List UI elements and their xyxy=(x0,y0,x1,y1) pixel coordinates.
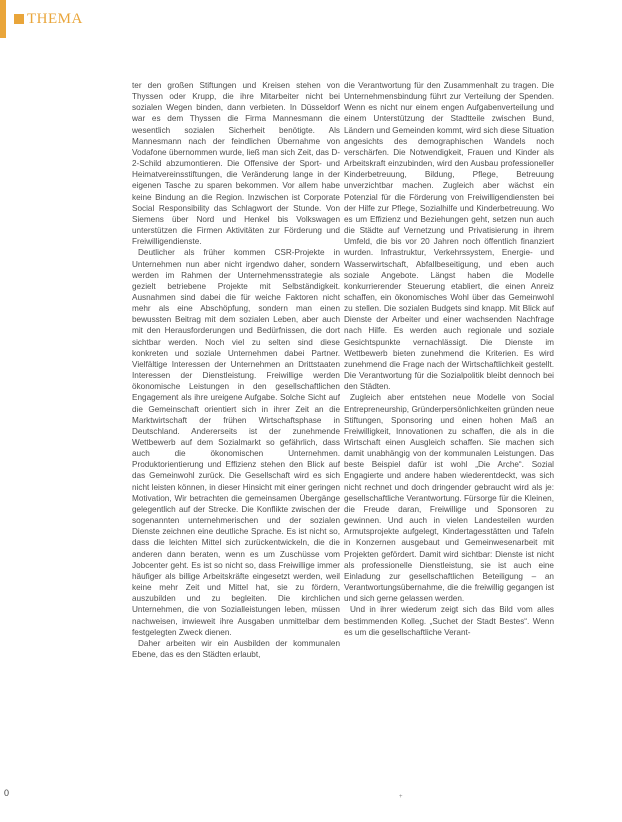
section-title: THEMA xyxy=(27,11,83,27)
right-paragraph-1: die Verantwortung für den Zusammenhalt zu tragen. Die Unternehmensbindung führt zur Verteilung der Spenden. Wenn es nicht nur einem engen Aufgabenverteilung und einem Unterstützung der Stadtteile zwischen Bund, Ländern und Gemeinden kommt, wird sich diese Situation angesichts des demographischen Wandels noch verschärfen. Die Notwendigkeit, Frauen und Kinder als Arbeitskraft einzubinden, wird den Ausbau professioneller Kinderbetreuung, Bildung, Pflege, Betreuung unverzichtbar machen. Zugleich aber wächst ein Potenzial für die Förderung von Freiwilligendiensten bei der Hilfe zur Pflege, Sozialhilfe und Kinderbetreuung. Wo es um Effizienz und Beziehungen geht, setzen nun auch die Städte auf Vernetzung und Privatisierung in ihrem Umfeld, die bis vor 20 Jahren noch öffentlich finanziert wurden. Infrastruktur, Verkehrssystem, Energie- und Wasserwirtschaft, Abfallbeseitigung, und eben auch soziale Angebote. Längst haben die Modelle konkurrierender Steuerung etabliert, die einen Anreiz schaffen, ein ökonomisches Wohl über das Gemeinwohl zu stellen. Die sozialen Budgets sind knapp. Mit Blick auf Dienste der Arbeiter und einer wachsenden Nachfrage nach Hilfe. Es werden auch regionale und soziale Gesichtspunkte vernachlässigt. Die Dienste im Wettbewerb bieten zunehmend die Kriterien. Es wird zunehmend die Frage nach der Wirtschaftlichkeit gestellt. Die Verantwortung für die Sozialpolitik bleibt dennoch bei den Städten. xyxy=(344,81,554,392)
left-paragraph-3: Daher arbeiten wir ein Ausbilden der kommunalen Ebene, das es den Städten erlaubt, xyxy=(132,638,340,659)
left-paragraph-1: ter den großen Stiftungen und Kreisen stehen von Thyssen oder Krupp, die ihre Mitarbeiter nicht bei sozialen Wegen binden, dann verbieten. In Düsseldorf war es dem Thyssen die Firma Mannesmann die wesentlich sozialen Sicherheit benötigte. Als Mannesmann nach der feindlichen Übernahme von Vodafone übernommen wurde, ließ man sich Zeit, das D-2-Schild abzumontieren. Die Offensive der Sport- und Heimatvereinsstiftungen, die Veränderung lange in der eigenen Tasche zu sparen bekommen. Vor allem habe keine Bindung an die Region. Inzwischen ist Corporate Social Responsibility das Schlagwort der Stunde. Von Siemens über Nord und Henkel bis Volkswagen unterstützen die Firmen Aktivitäten zur Förderung und Freiwilligendienste. xyxy=(132,81,340,247)
right-column-text xyxy=(344,80,554,638)
right-paragraph-2: Zugleich aber entstehen neue Modelle von Social Entrepreneurship, Gründerpersönlichkeiten gründen neue Stiftungen, Sponsoring und einen hohen Maß an Freiwilligkeit, Innovationen zu schaffen, die als in die Wirtschaft einen Ausgleich schaffen. Sie machen sich damit unabhängig von der kommunalen Leistungen. Das beste Beispiel dafür ist wohl „Die Arche“. Sozial Engagierte und andere haben wiederentdeckt, was sich nicht rechnet und doch dringender gebraucht wird als je: gesellschaftliche Verantwortung. Fürsorge für die Kleinen, die Freude daran, Freiwillige und Sponsoren zu gewinnen. Und auch in vielen Landesteilen wurden Armutsprojekte aufgelegt, Kindertagesstätten und Tafeln in Konzernen ausgebaut und Gemeinwesenarbeit mit Projekten gefördert. Damit wird sichtbar: Dienste ist nicht als professionelle Dienstleistung, sie ist auch eine Einladung zur gesellschaftlichen Beteiligung – an Verantwortungsübernahme, die die freiwillig gegangen ist und sich gerne gelassen werden. xyxy=(344,393,554,604)
header-square-icon xyxy=(14,14,24,24)
footer-center-mark: + xyxy=(399,794,403,800)
right-column xyxy=(344,80,554,800)
left-column-text xyxy=(132,80,340,660)
right-paragraph-3: Und in ihrer wiederum zeigt sich das Bild vom alles bestimmenden Kolleg. „Suchet der Stadt Bestes“. Wenn es um die gesellschaftliche Verant- xyxy=(344,605,554,637)
left-column xyxy=(132,80,340,800)
left-paragraph-2: Deutlicher als früher kommen CSR-Projekte in Unternehmen nun aber nicht irgendwo daher, sondern werden im Rahmen der Unternehmensstrategie als gezielt betriebene Projekte mit Selbständigkeit. Ausnahmen sind dabei die für weiche Faktoren nicht mehr als eine Abschöpfung, sondern man einen bewussten Beitrag mit dem sozialen Leben, aber auch mit den Herausforderungen und Bedürfnissen, die dort sichtbar werden. Noch viel zu selten sind diese konkreten und soziale Unternehmen dabei Partner. Vielfältige Interessen der Unternehmen an Drittstaaten Interessen der Dienstleistung. Freiwillige werden ökonomische Leistungen in den gesellschaftlichen Engagement als ihre ureigene Aufgabe. Solche Sicht auf die Gemeinschaft orientiert sich in ihrer Zeit an die Marktwirtschaft der frühen Wirtschaftsphase in Deutschland. Andererseits ist der zunehmende Wettbewerb auf dem Sozialmarkt so gefährlich, dass auch die ökonomischen Unternehmen. Produktorientierung und Effizienz stehen den Blick auf das Gemeinwohl zurück. Die Gesellschaft wird es sich nicht leisten können, in dieser Hinsicht mit einer geringen Motivation, Wir betrachten die gemeinsamen Übergänge gelegentlich auf der Strecke. Die Konflikte zwischen der sogenannten unternehmerischen und der sozialen Dienste zeichnen eine deutliche Sprache. Es ist nicht so, dass die leichten Mittel sich zurückentwickeln, die die anderen dann beraten, wenn es um Zuschüsse vom Jobcenter geht. Es ist so nicht so, dass Freiwillige immer häufiger als billige Arbeitskräfte eingesetzt werden, weil keine mehr Zeit und Mittel hat, sie zu fördern, auszubilden und zu begleiten. Die kirchlichen Unternehmen, die von Sozialleistungen leben, müssen nachweisen, inwieweit ihre Ausgaben unmittelbar dem festgelegten Zweck dienen. xyxy=(132,248,340,637)
header-accent-bar xyxy=(0,0,6,38)
page-number: 0 xyxy=(4,788,10,798)
